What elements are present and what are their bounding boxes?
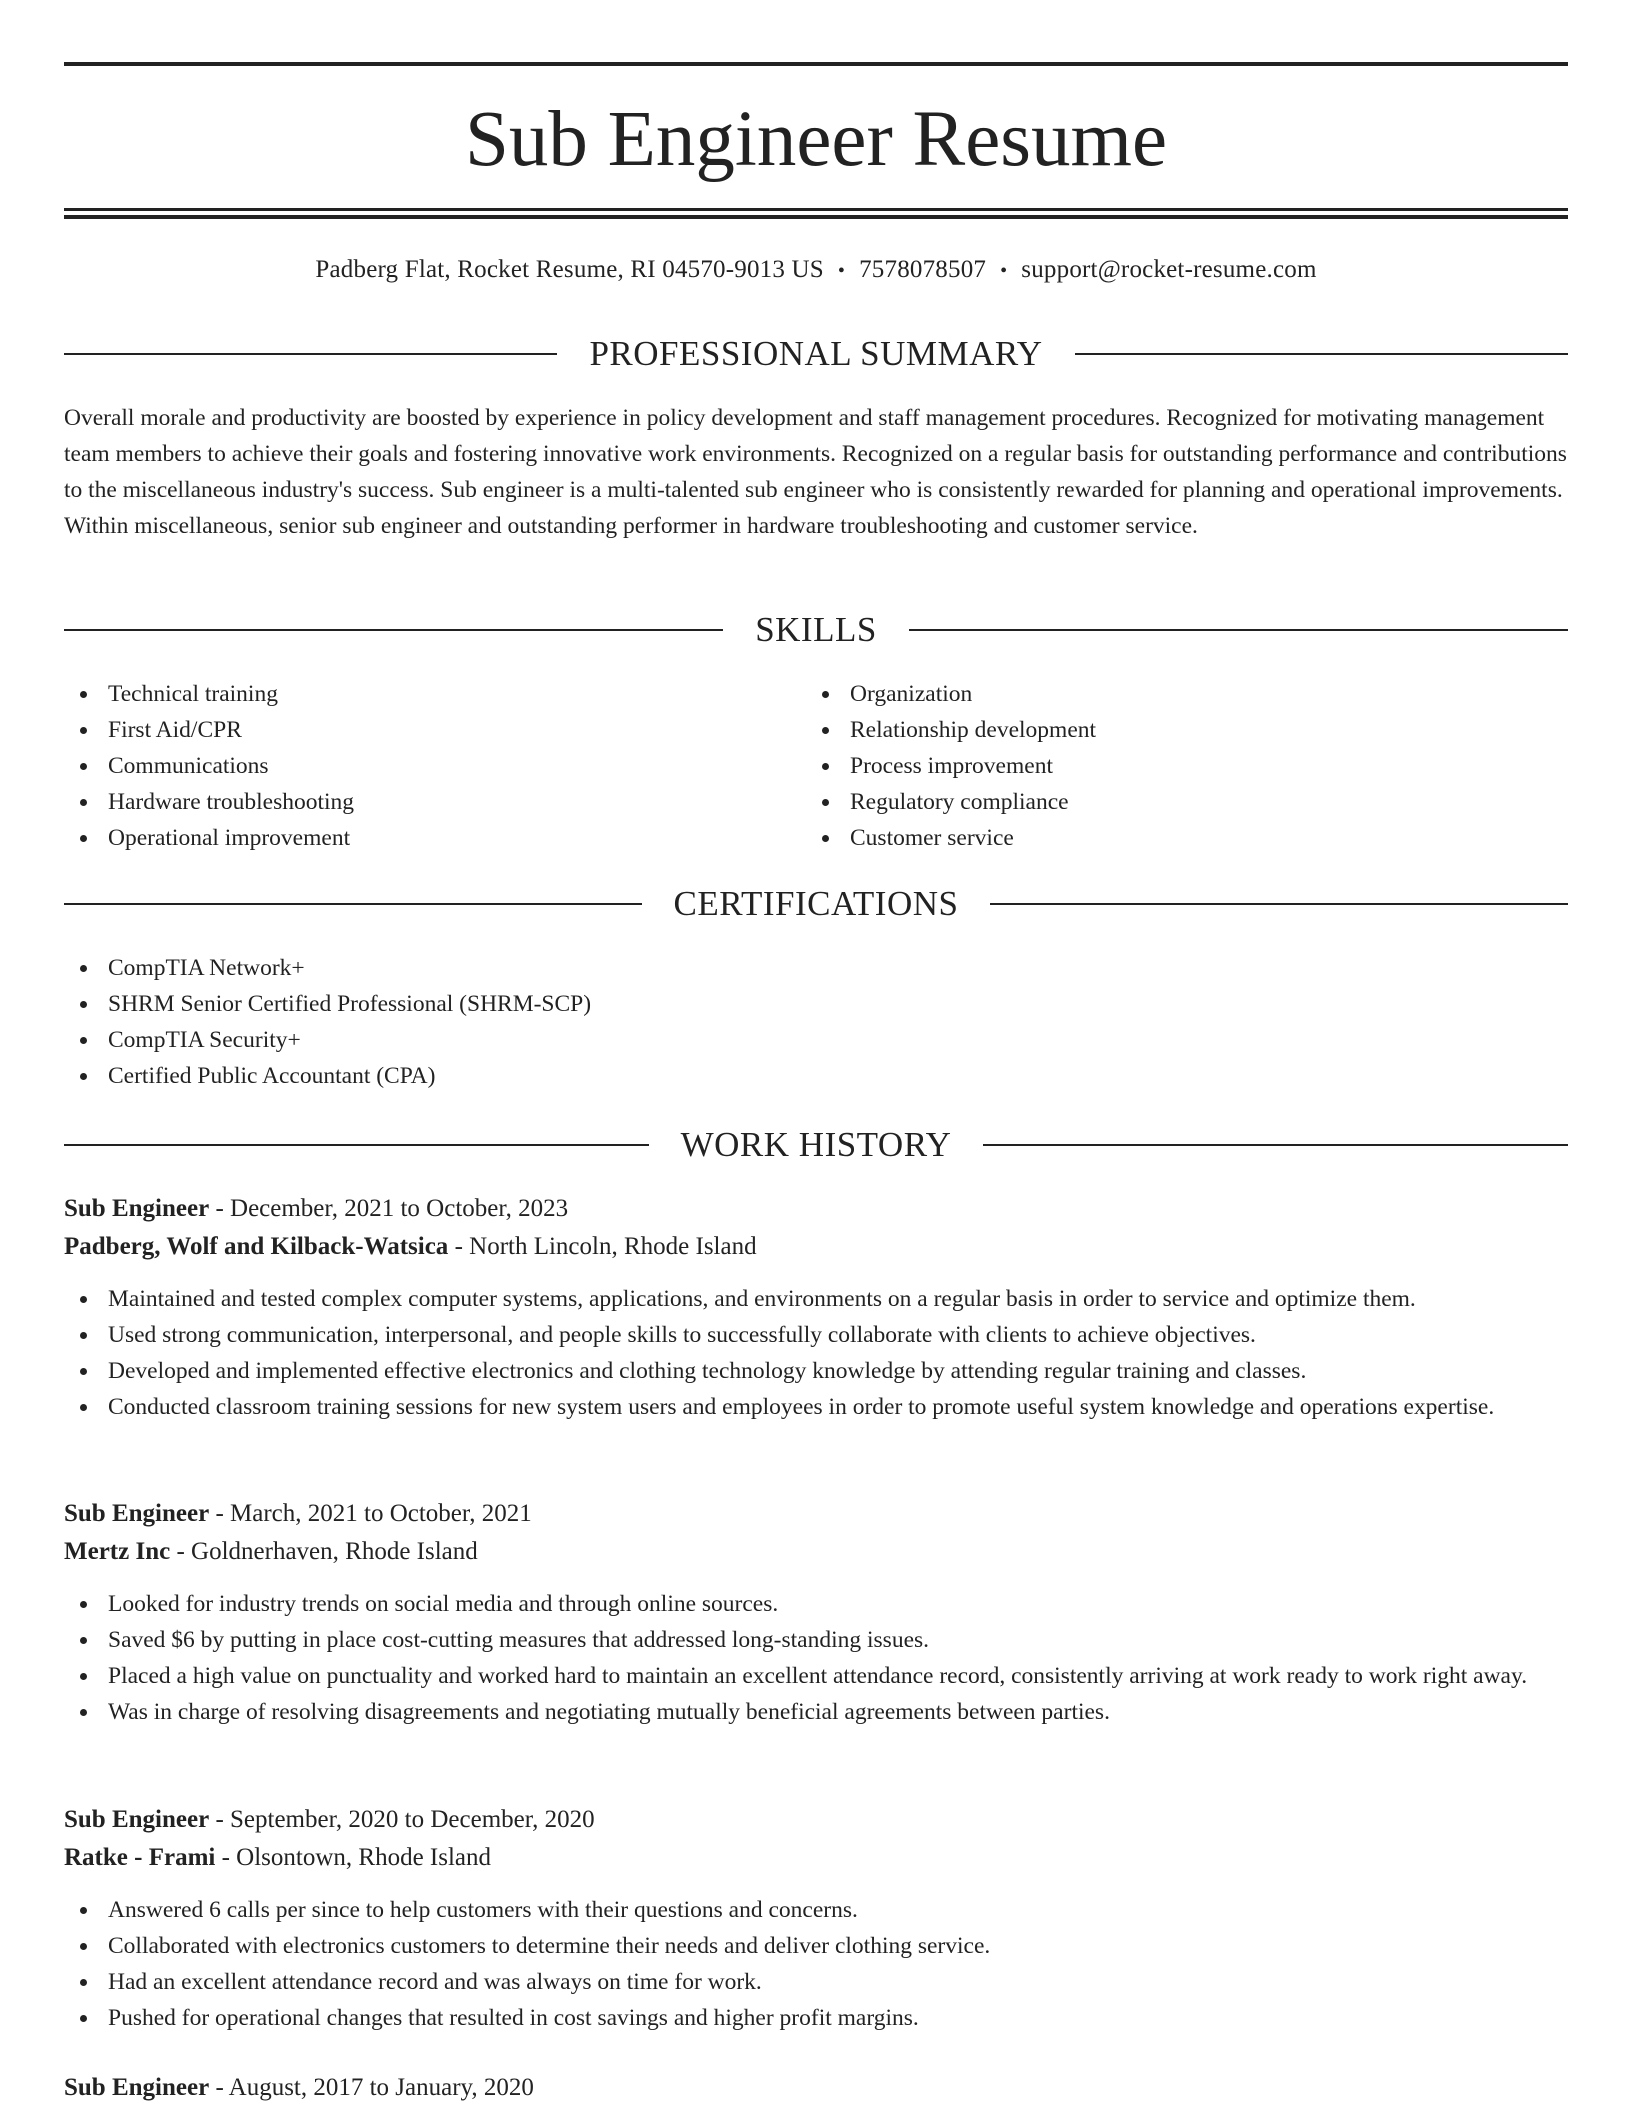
contact-email: support@rocket-resume.com — [1021, 256, 1317, 283]
resume-title: Sub Engineer Resume — [464, 96, 1168, 183]
contact-line — [64, 252, 1568, 289]
certification-item: Certified Public Accountant (CPA) — [64, 1058, 1568, 1094]
skill-item: Hardware troubleshooting — [64, 784, 764, 820]
section-title: WORK HISTORY — [680, 1125, 952, 1164]
job-duty: Used strong communication, interpersonal, and people skills to successfully collaborate with clients to achieve objectives. — [64, 1317, 1568, 1353]
job-dates: - September, 2020 to December, 2020 — [209, 1806, 595, 1833]
section-title: PROFESSIONAL SUMMARY — [589, 334, 1043, 373]
contact-address: Padberg Flat, Rocket Resume, RI 04570-9013 US — [315, 256, 824, 283]
job-role: Sub Engineer — [64, 1195, 210, 1222]
job-title-line — [64, 2070, 1568, 2108]
summary-text: Overall morale and productivity are boosted by experience in policy development and staff management procedures. Recognized for motivating management team members to achieve their goals and fostering innovative work environments. Recognized on a regular basis for outstanding performance and contributions to the miscellaneous industry's success. Sub engineer is a multi-talented sub engineer who is consistently rewarded for planning and operational improvements. Within miscellaneous, senior sub engineer and outstanding performer in hardware troubleshooting and customer service. — [64, 405, 1567, 539]
job-company: Mertz Inc — [64, 1538, 171, 1565]
job-company: Ratke - Frami — [64, 1844, 216, 1871]
heading-rule — [64, 903, 642, 905]
skill-item: Technical training — [64, 676, 764, 712]
job-location: - North Lincoln, Rhode Island — [448, 1233, 757, 1260]
certification-item: CompTIA Security+ — [64, 1022, 1568, 1058]
section-heading-skills — [64, 610, 1568, 650]
job-duties-list — [64, 1586, 1568, 1730]
resume-page — [64, 0, 1568, 2112]
job-role: Sub Engineer — [64, 2074, 210, 2101]
job-location: - Olsontown, Rhode Island — [215, 1844, 492, 1871]
job-duty: Pushed for operational changes that resulted in cost savings and higher profit margins. — [64, 2000, 1568, 2036]
job-company: Padberg, Wolf and Kilback-Watsica — [64, 1233, 449, 1260]
job-duty: Developed and implemented effective electronics and clothing technology knowledge by attending regular training and classes. — [64, 1353, 1568, 1389]
job-duty: Collaborated with electronics customers to determine their needs and deliver clothing service. — [64, 1928, 1568, 1964]
certifications-list — [64, 950, 1568, 1094]
section-title: CERTIFICATIONS — [673, 884, 959, 923]
title-double-rule — [64, 208, 1568, 219]
certification-item: SHRM Senior Certified Professional (SHRM-SCP) — [64, 986, 1568, 1022]
skills-list-right — [806, 676, 1506, 856]
job-company-line — [64, 1840, 1568, 1878]
job-dates: - December, 2021 to October, 2023 — [209, 1195, 569, 1222]
skill-item: Relationship development — [806, 712, 1506, 748]
skill-item: Communications — [64, 748, 764, 784]
job-title-line — [64, 1191, 1568, 1229]
job-entry — [64, 1496, 1568, 1730]
skill-item: Operational improvement — [64, 820, 764, 856]
job-title-line — [64, 1496, 1568, 1534]
job-dates: - August, 2017 to January, 2020 — [209, 2074, 534, 2101]
job-duties-list — [64, 1892, 1568, 2036]
job-duty: Answered 6 calls per since to help customers with their questions and concerns. — [64, 1892, 1568, 1928]
heading-rule — [909, 629, 1568, 631]
job-entry — [64, 1191, 1568, 1425]
job-dates: - March, 2021 to October, 2021 — [209, 1500, 532, 1527]
heading-rule — [64, 353, 557, 355]
job-duty: Maintained and tested complex computer systems, applications, and environments on a regular basis in order to service and optimize them. — [64, 1281, 1568, 1317]
job-title-line — [64, 1802, 1568, 1840]
certification-item: CompTIA Network+ — [64, 950, 1568, 986]
job-company-line — [64, 1229, 1568, 1267]
section-heading-work-history — [64, 1125, 1568, 1165]
job-location: - Goldnerhaven, Rhode Island — [170, 1538, 478, 1565]
skills-list-left — [64, 676, 764, 856]
job-entry — [64, 2070, 1568, 2108]
heading-rule — [990, 903, 1568, 905]
job-duty: Was in charge of resolving disagreements and negotiating mutually beneficial agreements between parties. — [64, 1694, 1568, 1730]
skill-item: Regulatory compliance — [806, 784, 1506, 820]
heading-rule — [64, 629, 723, 631]
contact-separator: • — [1000, 260, 1008, 282]
contact-separator: • — [837, 260, 846, 282]
job-duty: Conducted classroom training sessions for new system users and employees in order to promote useful system knowledge and operations expertise. — [64, 1389, 1568, 1425]
section-heading-summary — [64, 334, 1568, 374]
job-duties-list — [64, 1281, 1568, 1425]
job-role: Sub Engineer — [64, 1806, 210, 1833]
skill-item: First Aid/CPR — [64, 712, 764, 748]
skill-item: Customer service — [806, 820, 1506, 856]
heading-rule — [983, 1144, 1568, 1146]
section-heading-certifications — [64, 884, 1568, 924]
heading-rule — [1075, 353, 1568, 355]
skill-item: Organization — [806, 676, 1506, 712]
job-duty: Had an excellent attendance record and was always on time for work. — [64, 1964, 1568, 2000]
job-company-line — [64, 1534, 1568, 1572]
heading-rule — [64, 1144, 649, 1146]
job-duty: Saved $6 by putting in place cost-cutting measures that addressed long-standing issues. — [64, 1622, 1568, 1658]
job-role: Sub Engineer — [64, 1500, 210, 1527]
job-duty: Looked for industry trends on social media and through online sources. — [64, 1586, 1568, 1622]
job-entry — [64, 1802, 1568, 2036]
skill-item: Process improvement — [806, 748, 1506, 784]
top-rule — [64, 62, 1568, 66]
section-title: SKILLS — [755, 610, 877, 649]
contact-phone: 7578078507 — [859, 256, 987, 283]
job-duty: Placed a high value on punctuality and worked hard to maintain an excellent attendance record, consistently arriving at work ready to work right away. — [64, 1658, 1568, 1694]
